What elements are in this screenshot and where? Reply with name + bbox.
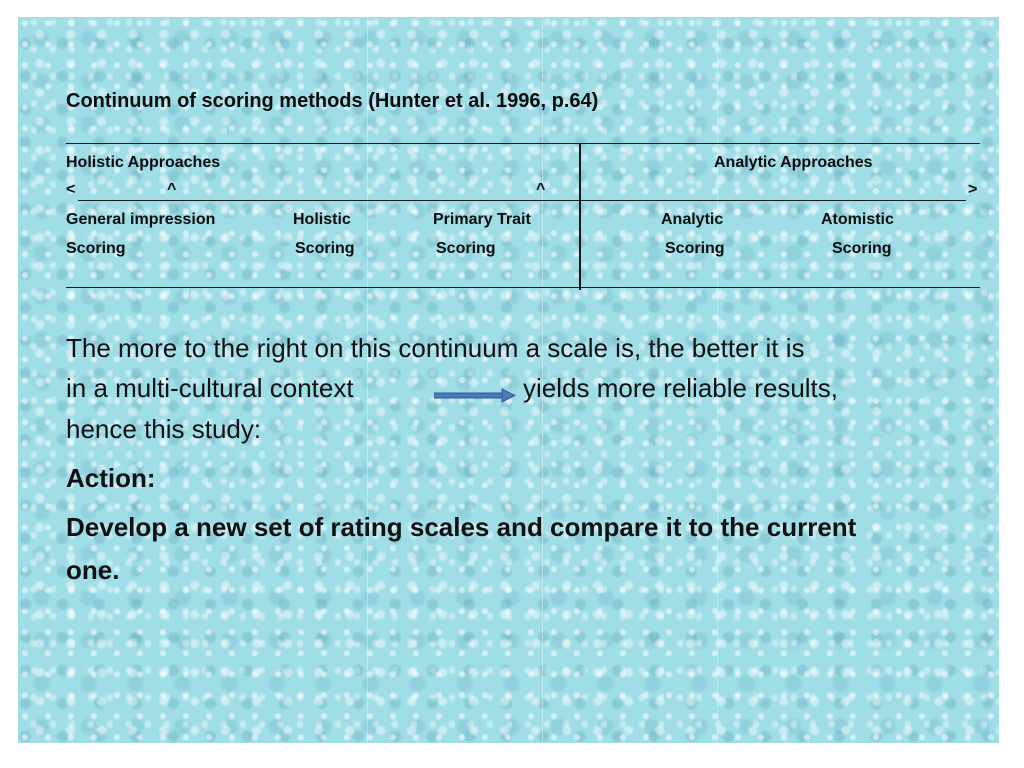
body-line-1: The more to the right on this continuum a scale is, the better it is: [66, 333, 805, 363]
body-line-2b: yields more reliable results,: [523, 373, 839, 403]
background-seam: [367, 17, 368, 743]
analytic-approaches-heading: Analytic Approaches: [714, 154, 873, 171]
method-general-impression-scoring: Scoring: [66, 240, 126, 257]
top-rule: [66, 143, 980, 144]
continuum-left-end: <: [66, 181, 76, 198]
method-analytic-scoring: Scoring: [665, 240, 725, 257]
method-analytic: Analytic: [661, 211, 724, 228]
center-divider: [579, 143, 581, 290]
bottom-rule: [66, 287, 980, 288]
action-line-1: Develop a new set of rating scales and compare it to the current: [66, 512, 857, 542]
method-primary-trait-scoring: Scoring: [436, 240, 496, 257]
action-line-2: one.: [66, 555, 120, 585]
method-general-impression: General impression: [66, 211, 216, 228]
method-primary-trait: Primary Trait: [433, 211, 531, 228]
method-holistic-scoring: Scoring: [295, 240, 355, 257]
method-atomistic-scoring: Scoring: [832, 240, 892, 257]
method-holistic: Holistic: [293, 211, 351, 228]
continuum-marker-primary-trait: ^: [536, 181, 546, 198]
right-arrow-icon: [434, 388, 516, 404]
body-line-2a: in a multi-cultural context: [66, 373, 354, 403]
method-atomistic: Atomistic: [821, 211, 894, 228]
continuum-marker-holistic: ^: [167, 181, 177, 198]
action-label: Action:: [66, 463, 156, 493]
body-line-3: hence this study:: [66, 414, 262, 444]
slide-title: Continuum of scoring methods (Hunter et al. 1996, p.64): [66, 90, 599, 112]
continuum-right-end: >: [968, 181, 978, 198]
holistic-approaches-heading: Holistic Approaches: [66, 154, 221, 171]
continuum-line: [78, 200, 966, 201]
